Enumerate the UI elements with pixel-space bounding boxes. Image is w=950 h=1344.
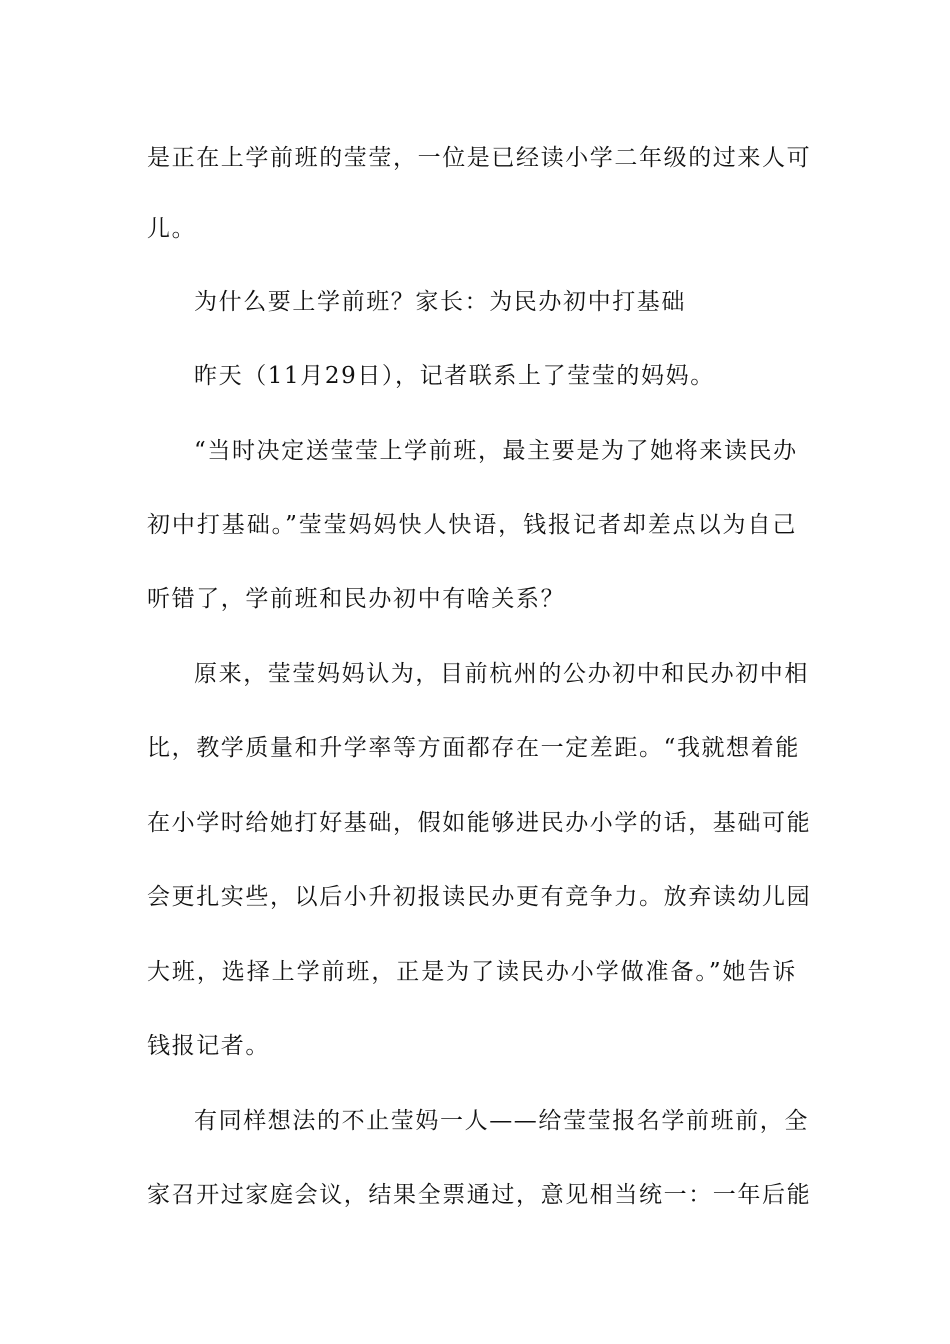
text-line-15: 家召开过家庭会议，结果全票通过，意见相当统一：一年后能 [147,1182,812,1208]
text-line-10: 在小学时给她打好基础，假如能够进民办小学的话，基础可能 [147,810,812,836]
text-line-12: 大班，选择上学前班，正是为了读民办小学做准备。”她告诉 [147,959,797,985]
section-heading: 为什么要上学前班？家长：为民办初中打基础 [194,289,686,315]
text-line-9: 比，教学质量和升学率等方面都存在一定差距。“我就想着能 [147,735,800,761]
text-line-6: 初中打基础。”莹莹妈妈快人快语，钱报记者却差点以为自己 [147,512,797,538]
text-line-14: 有同样想法的不止莹妈一人——给莹莹报名学前班前，全 [194,1108,809,1134]
text-line-4: 昨天（11月29日），记者联系上了莹莹的妈妈。 [194,363,715,389]
text-line-11: 会更扎实些，以后小升初报读民办更有竞争力。放弃读幼儿园 [147,884,812,910]
text-line-5: “当时决定送莹莹上学前班，最主要是为了她将来读民办 [194,438,798,464]
text-line-7: 听错了，学前班和民办初中有啥关系？ [147,586,566,612]
text-line-1: 是正在上学前班的莹莹，一位是已经读小学二年级的过来人可 [147,145,812,171]
text-line-13: 钱报记者。 [147,1033,270,1059]
text-line-8: 原来，莹莹妈妈认为，目前杭州的公办初中和民办初中相 [194,661,809,687]
text-line-2: 儿。 [147,216,197,242]
